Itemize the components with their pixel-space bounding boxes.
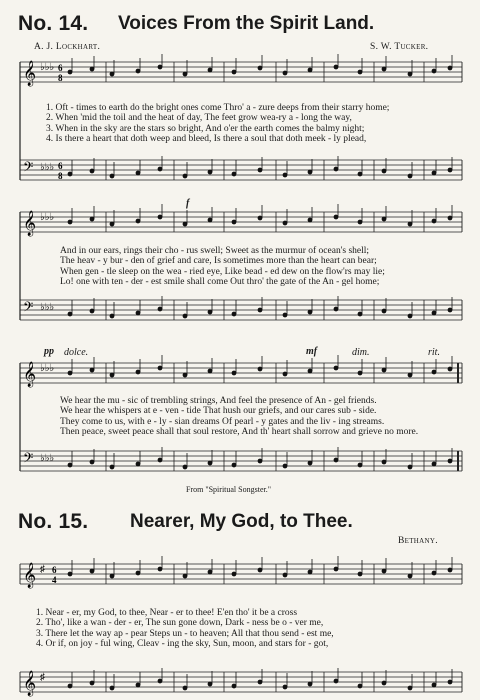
hymn-15-lyrics bbox=[36, 608, 334, 649]
lyric-line: 1. Near - er, my God, to thee, Near - er to thee! E'en tho' it be a cross bbox=[36, 608, 298, 618]
lyric-line: 4. Or if, on joy - ful wing, Cleav - ing the sky, Sun, moon, and stars for - got, bbox=[36, 638, 329, 649]
svg-text:♭♭♭: ♭♭♭ bbox=[40, 62, 55, 73]
dynamic-ritardando: rit. bbox=[428, 347, 440, 358]
svg-text:8: 8 bbox=[58, 171, 63, 181]
hymn-14-composer: S. W. Tucker. bbox=[370, 42, 429, 52]
hymn-14-system-1-lyrics bbox=[46, 103, 389, 144]
lyric-line: 4. Is there a heart that doth weep and bleed, Is there a soul that doth meek - ly plead, bbox=[46, 133, 367, 144]
lyric-line: 3. When in the sky are the stars so bright, And o'er the earth comes the balmy night; bbox=[46, 123, 365, 134]
hymn-14-title: Voices From the Spirit Land. bbox=[118, 13, 375, 34]
lyric-line: When gen - tle sleep on the wea - ried eye, Like bead - ed dew on the flow'rs may lie; bbox=[60, 266, 385, 277]
lyric-line: And in our ears, rings their cho - rus swell; Sweet as the murmur of ocean's shell; bbox=[60, 246, 370, 256]
svg-text:4: 4 bbox=[52, 575, 57, 585]
svg-text:6: 6 bbox=[52, 565, 57, 575]
lyric-line: We hear the mu - sic of trembling strings, And feel the presence of An - gel friends. bbox=[60, 396, 377, 406]
dynamic-mezzo-forte: mf bbox=[306, 346, 318, 357]
lyric-line: 1. Oft - times to earth do the bright ones come Thro' a - zure deeps from their starry home; bbox=[46, 103, 390, 113]
svg-text:♯: ♯ bbox=[40, 672, 45, 683]
svg-text:♭♭♭: ♭♭♭ bbox=[40, 453, 55, 464]
hymn-14-number: No. 14. bbox=[18, 12, 89, 35]
hymn-14-source: From "Spiritual Songster." bbox=[186, 485, 271, 494]
lyric-line: They come to us, with e - ly - sian dreams Of pearl - y gates and the liv - ing streams. bbox=[60, 416, 385, 427]
svg-text:6: 6 bbox=[58, 63, 63, 73]
svg-text:𝄞: 𝄞 bbox=[23, 362, 37, 387]
lyric-line: 3. There let the way ap - pear Steps un - to heaven; All that thou send - est me, bbox=[36, 628, 334, 639]
lyric-line: 2. Tho', like a wan - der - er, The sun gone down, Dark - ness be o - ver me, bbox=[36, 618, 324, 629]
hymn-14-system-2-lyrics bbox=[60, 246, 385, 287]
hymn-14-author: A. J. Lockhart. bbox=[34, 42, 101, 52]
lyric-line: We hear the whispers at e - ven - tide That hush our griefs, and our cares sub - side. bbox=[60, 406, 377, 417]
svg-text:♭♭♭: ♭♭♭ bbox=[40, 162, 55, 173]
svg-text:♭♭♭: ♭♭♭ bbox=[40, 302, 55, 313]
dynamic-forte: f bbox=[186, 198, 190, 209]
svg-text:♭♭♭: ♭♭♭ bbox=[40, 212, 55, 223]
lyric-line: Then peace, sweet peace shall that soul restore, And th' heart shall sorrow and grieve no more. bbox=[60, 426, 419, 437]
svg-text:𝄞: 𝄞 bbox=[23, 671, 37, 696]
svg-text:𝄞: 𝄞 bbox=[23, 563, 37, 588]
hymn-15-title: Nearer, My God, to Thee. bbox=[130, 511, 353, 532]
svg-text:♭♭♭: ♭♭♭ bbox=[40, 363, 55, 374]
svg-text:8: 8 bbox=[58, 73, 63, 83]
lyric-line: Lo! one with ten - der - est smile shall come Out thro' the gate of the An - gel home; bbox=[60, 276, 380, 287]
hymn-15-tune-name: Bethany. bbox=[398, 536, 438, 546]
svg-text:6: 6 bbox=[58, 161, 63, 171]
svg-text:♯: ♯ bbox=[40, 564, 45, 575]
svg-text:𝄢: 𝄢 bbox=[23, 159, 34, 178]
lyric-line: The heav - y bur - den of grief and care, Is sometimes more than the heart can bear; bbox=[60, 256, 377, 267]
svg-text:𝄞: 𝄞 bbox=[23, 61, 37, 86]
lyric-line: 2. When 'mid the toil and the heat of day, The feet grow wea-ry a - long the way, bbox=[46, 113, 352, 124]
dynamic-diminuendo: dim. bbox=[352, 347, 370, 358]
dynamic-dolce: dolce. bbox=[64, 347, 89, 358]
dynamic-pianissimo: pp bbox=[44, 346, 54, 357]
hymn-15-number: No. 15. bbox=[18, 510, 89, 533]
svg-text:𝄢: 𝄢 bbox=[23, 299, 34, 318]
svg-text:𝄢: 𝄢 bbox=[23, 450, 34, 469]
svg-text:𝄞: 𝄞 bbox=[23, 211, 37, 236]
hymn-14-system-3-lyrics bbox=[60, 396, 418, 437]
